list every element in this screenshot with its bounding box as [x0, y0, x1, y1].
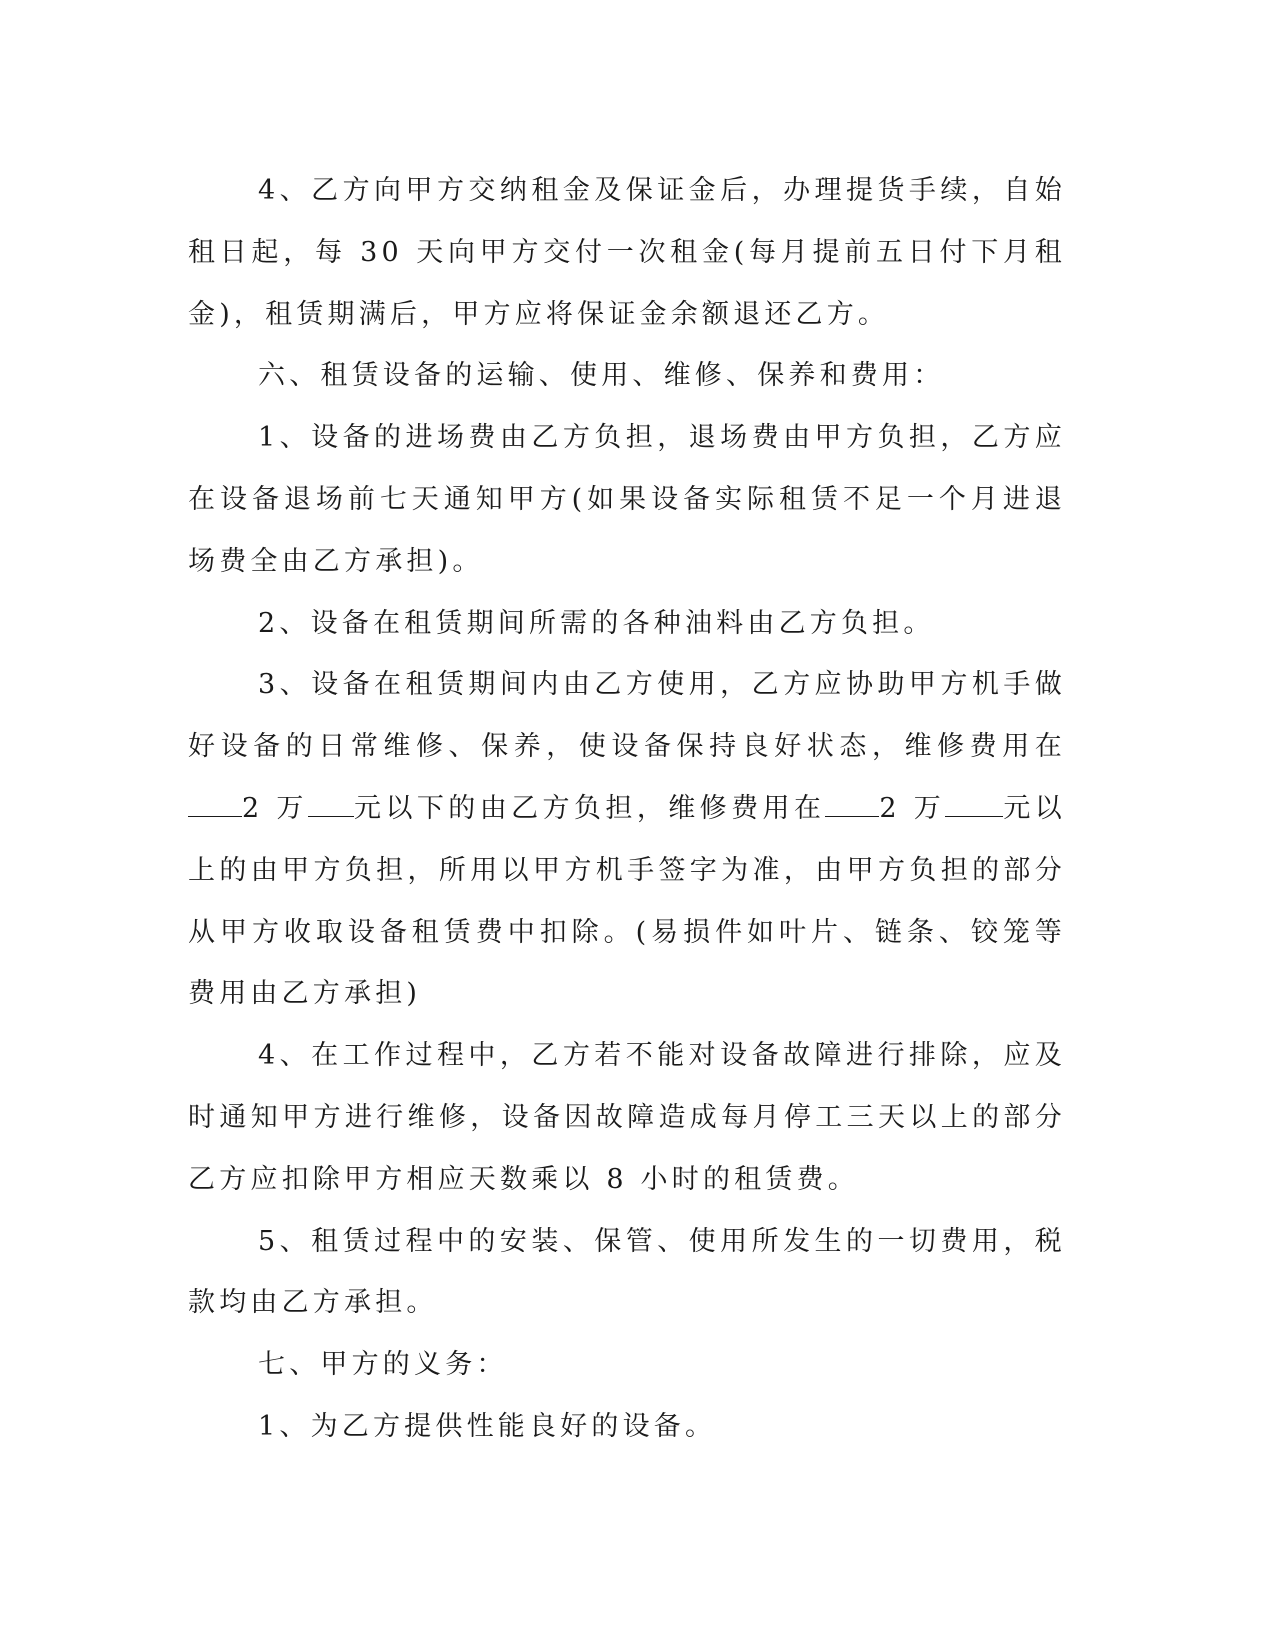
paragraph-rent-payment: 4、乙方向甲方交纳租金及保证金后，办理提货手续，自始租日起，每 30 天向甲方交付一次租金(每月提前五日付下月租金)，租赁期满后，甲方应将保证金余额退还乙方。 [188, 175, 1066, 330]
maintenance-text-2: 元以下的由乙方负担，维修费用在 [353, 792, 826, 824]
document-body [188, 160, 1066, 1458]
maintenance-text-1: 3、设备在租赁期间内由乙方使用，乙方应协助甲方机手做好设备的日常维修、保养，使设备保持良好状态，维修费用在 [188, 669, 1066, 763]
section-heading-seven: 七、甲方的义务： [258, 1349, 508, 1381]
paragraph-provide-equipment: 1、为乙方提供性能良好的设备。 [258, 1410, 717, 1442]
paragraph-costs-taxes: 5、租赁过程中的安装、保管、使用所发生的一切费用，税款均由乙方承担。 [188, 1225, 1066, 1319]
section-heading-six: 六、租赁设备的运输、使用、维修、保养和费用： [258, 360, 945, 392]
blank-line [825, 816, 879, 817]
paragraph-fuel: 2、设备在租赁期间所需的各种油料由乙方负担。 [258, 607, 935, 639]
blank-line [188, 816, 242, 817]
maintenance-amount-2: 2 万 [879, 792, 946, 824]
paragraph-entry-exit-fees: 1、设备的进场费由乙方负担，退场费由甲方负担，乙方应在设备退场前七天通知甲方(如果设备实际租赁不足一个月进退场费全由乙方承担)。 [188, 422, 1066, 577]
maintenance-amount-1: 2 万 [242, 792, 308, 824]
paragraph-maintenance [188, 654, 1066, 1025]
blank-line [945, 816, 1003, 817]
blank-line [308, 816, 354, 817]
paragraph-fault-repair: 4、在工作过程中，乙方若不能对设备故障进行排除，应及时通知甲方进行维修，设备因故障造成每月停工三天以上的部分乙方应扣除甲方相应天数乘以 8 小时的租赁费。 [188, 1040, 1066, 1195]
maintenance-text-3: 元以上的由甲方负担，所用以甲方机手签字为准，由甲方负担的部分从甲方收取设备租赁费中扣除。(易损件如叶片、链条、铰笼等费用由乙方承担) [188, 792, 1066, 1010]
